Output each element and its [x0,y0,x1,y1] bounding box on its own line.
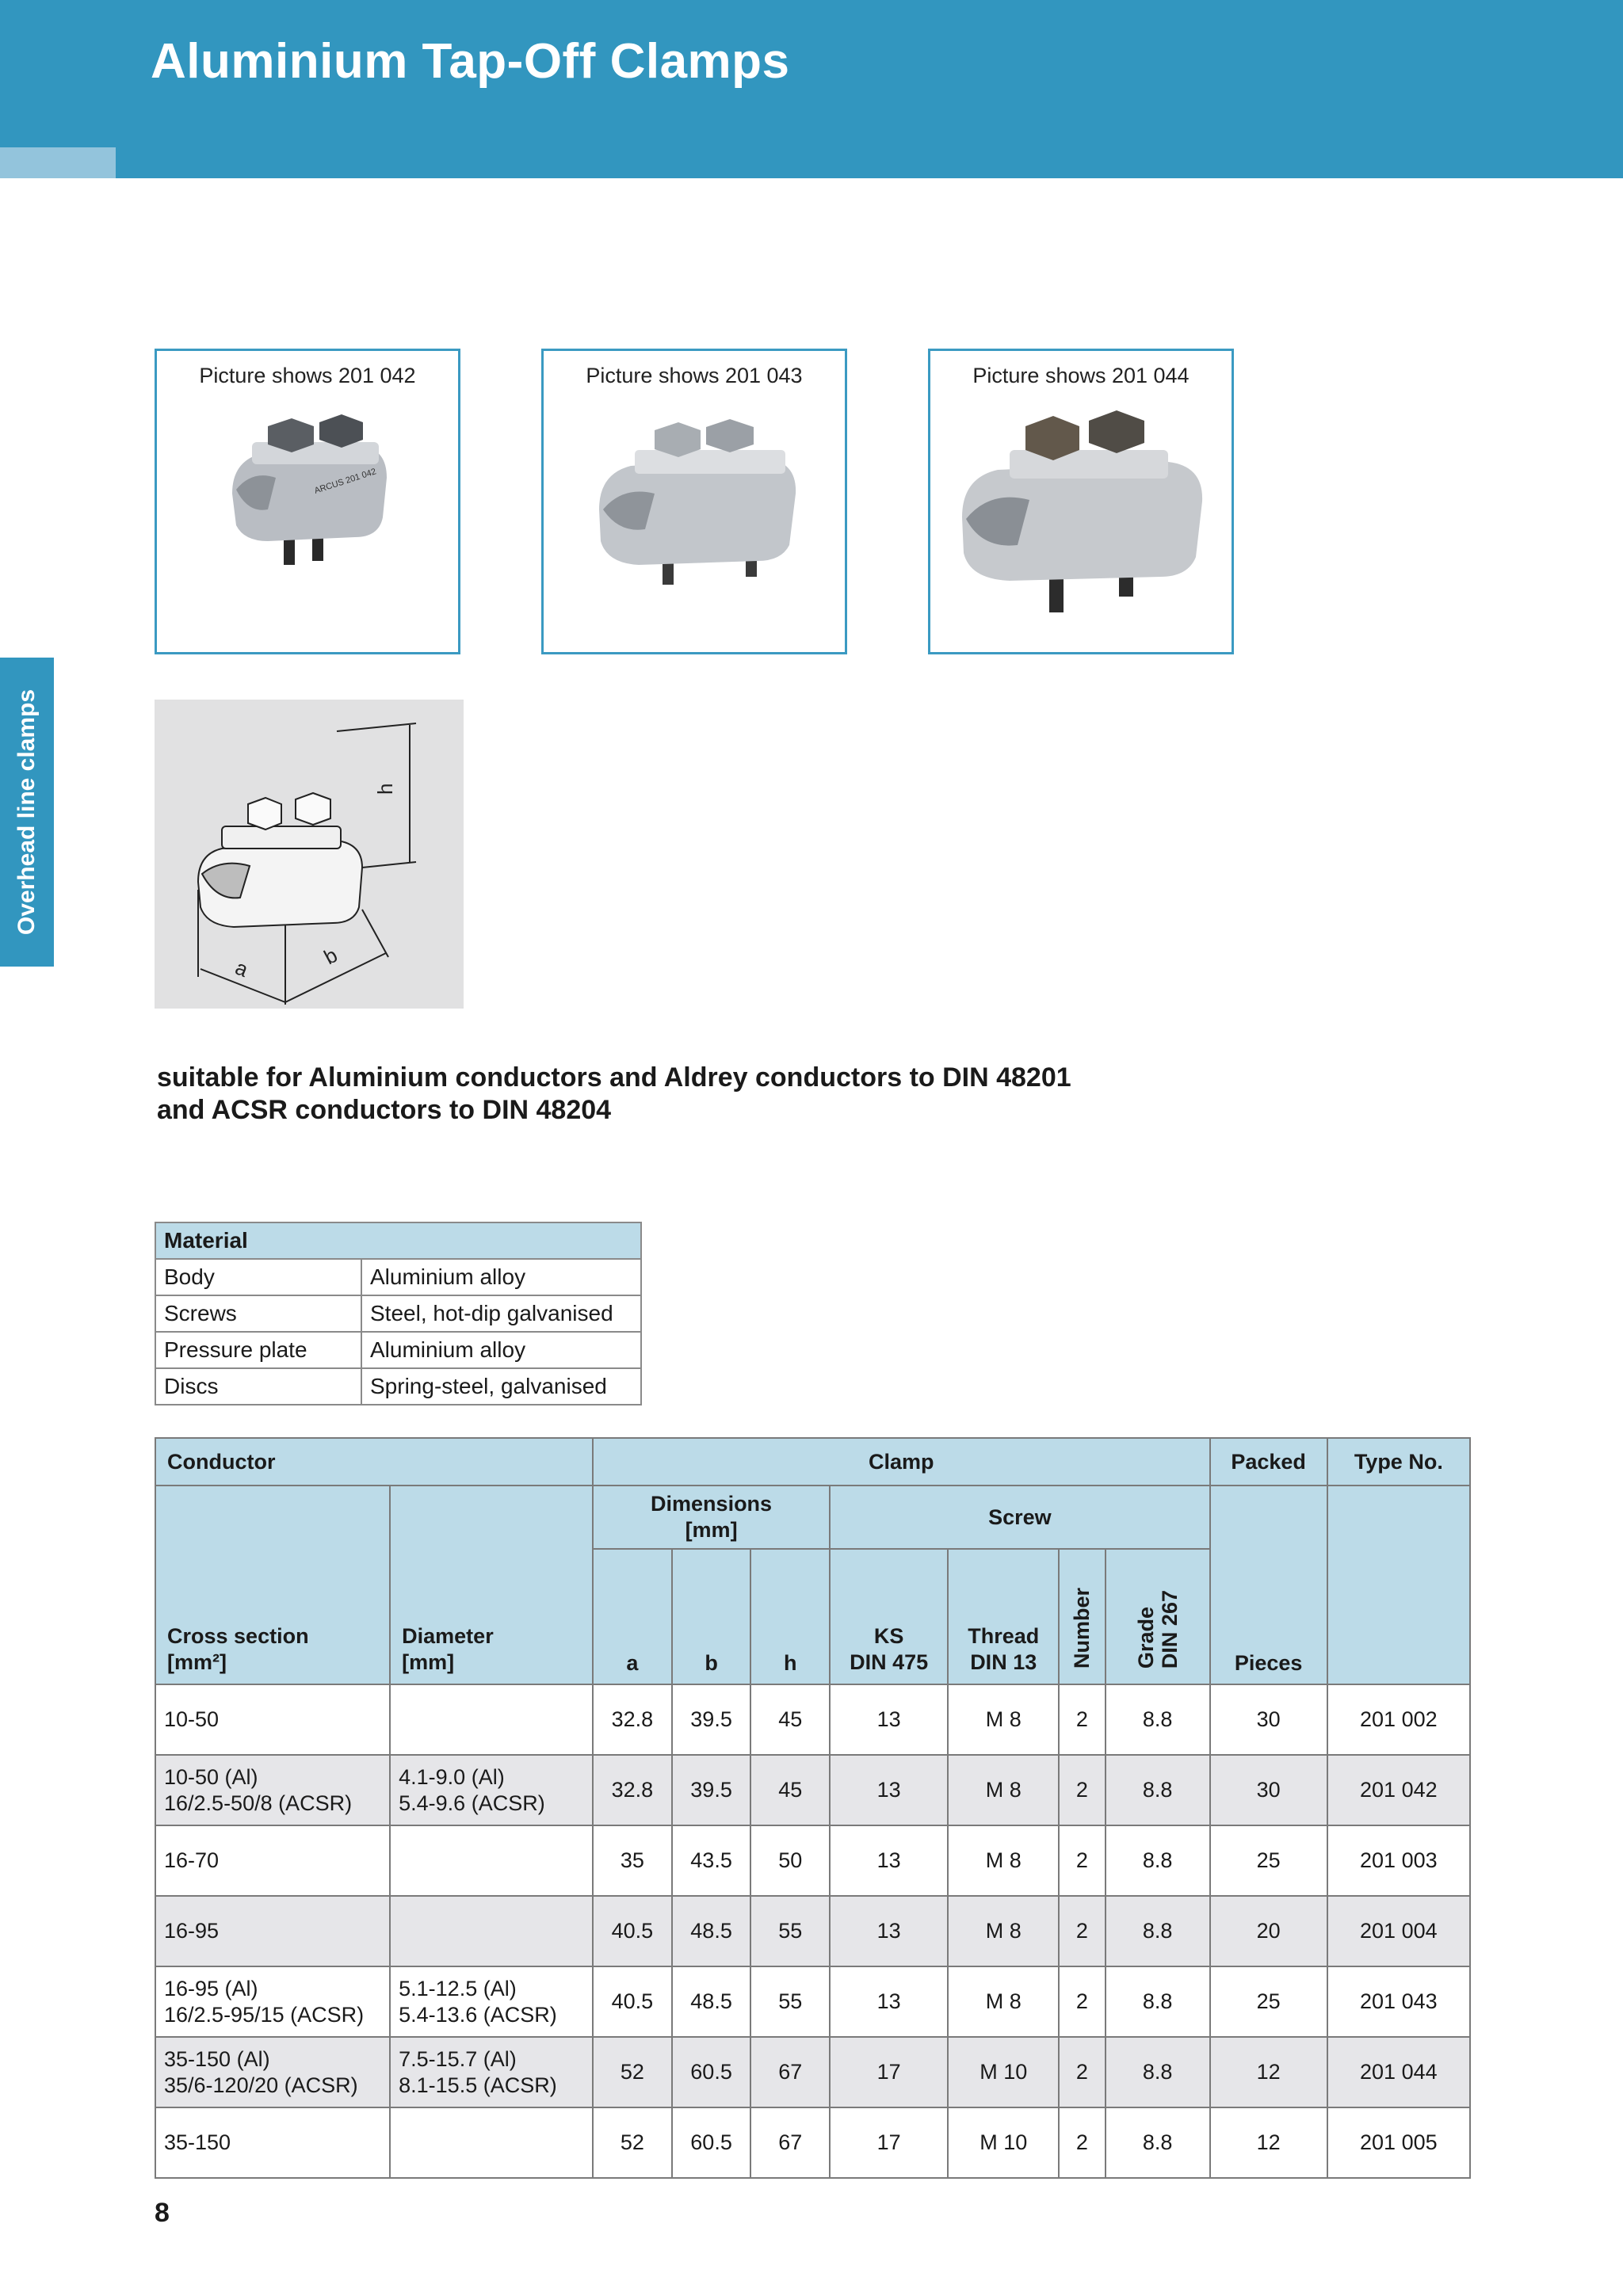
cell-ks: 13 [830,1684,948,1755]
material-part: Pressure plate [155,1332,361,1368]
cell-cross-section: 16-95 (Al) 16/2.5-95/15 (ACSR) [155,1966,390,2037]
cell-cross-section: 35-150 (Al) 35/6-120/20 (ACSR) [155,2037,390,2107]
cell-type-no: 201 005 [1327,2107,1470,2178]
dimension-label-a: a [231,955,252,982]
cell-ks: 17 [830,2107,948,2178]
product-description [157,1062,1346,1127]
material-header: Material [155,1222,641,1259]
cell-a: 40.5 [593,1896,672,1966]
cell-thread: M 8 [948,1684,1059,1755]
cell-h: 45 [750,1755,830,1825]
cell-ks: 17 [830,2037,948,2107]
cell-ks: 13 [830,1896,948,1966]
cell-number: 2 [1059,2107,1105,2178]
specification-table [155,1437,1471,2179]
photo-caption: Picture shows 201 044 [972,364,1190,387]
description-line: and ACSR conductors to DIN 48204 [157,1095,612,1125]
cell-h: 67 [750,2037,830,2107]
product-photo-201-043 [541,349,847,654]
cell-diameter [390,1684,593,1755]
material-value: Aluminium alloy [361,1259,641,1295]
product-photo-201-044 [928,349,1234,654]
cell-number: 2 [1059,1966,1105,2037]
cell-h: 67 [750,2107,830,2178]
photo-caption: Picture shows 201 043 [586,364,803,387]
table-row [155,1684,1470,1755]
material-row [155,1259,641,1295]
cell-a: 32.8 [593,1684,672,1755]
clamp-photo-icon [157,351,458,652]
cell-grade: 8.8 [1106,1684,1210,1755]
cell-grade: 8.8 [1106,1966,1210,2037]
header-tab-accent [0,147,116,178]
cell-a: 52 [593,2107,672,2178]
cell-pieces: 25 [1210,1966,1327,2037]
cell-grade: 8.8 [1106,2107,1210,2178]
table-row [155,2037,1470,2107]
header-screw: Screw [830,1486,1209,1549]
header-grade: Grade DIN 267 [1133,1589,1182,1669]
cell-type-no: 201 004 [1327,1896,1470,1966]
header-clamp: Clamp [593,1438,1210,1486]
page-number: 8 [155,2198,170,2228]
cell-cross-section: 10-50 [155,1684,390,1755]
material-value: Steel, hot-dip galvanised [361,1295,641,1332]
cell-a: 40.5 [593,1966,672,2037]
cell-a: 32.8 [593,1755,672,1825]
cell-h: 55 [750,1966,830,2037]
dimension-diagram [155,700,464,1009]
cell-thread: M 8 [948,1896,1059,1966]
cell-thread: M 10 [948,2107,1059,2178]
cell-diameter [390,2107,593,2178]
cell-b: 43.5 [672,1825,751,1896]
cell-h: 45 [750,1684,830,1755]
header-type-no: Type No. [1327,1438,1470,1486]
cell-number: 2 [1059,1684,1105,1755]
header-type-empty [1327,1486,1470,1684]
clamp-photo-icon [544,351,845,652]
dimension-drawing-icon [155,700,464,1009]
cell-diameter: 7.5-15.7 (Al) 8.1-15.5 (ACSR) [390,2037,593,2107]
cell-grade: 8.8 [1106,1825,1210,1896]
cell-b: 60.5 [672,2107,751,2178]
cell-diameter [390,1896,593,1966]
cell-type-no: 201 044 [1327,2037,1470,2107]
header-packed: Packed [1210,1438,1327,1486]
dimension-label-h: h [373,783,397,795]
cell-thread: M 10 [948,2037,1059,2107]
cell-number: 2 [1059,2037,1105,2107]
cell-number: 2 [1059,1755,1105,1825]
cell-a: 35 [593,1825,672,1896]
cell-pieces: 25 [1210,1825,1327,1896]
cell-h: 50 [750,1825,830,1896]
header-b: b [672,1549,751,1684]
cell-pieces: 12 [1210,2037,1327,2107]
cell-a: 52 [593,2037,672,2107]
photo-caption: Picture shows 201 042 [199,364,416,387]
table-row [155,1966,1470,2037]
header-number-cell [1059,1549,1105,1684]
cell-thread: M 8 [948,1966,1059,2037]
svg-text:ARCUS 201 042: ARCUS 201 042 [313,467,378,496]
cell-grade: 8.8 [1106,2037,1210,2107]
cell-ks: 13 [830,1966,948,2037]
cell-pieces: 20 [1210,1896,1327,1966]
cell-type-no: 201 043 [1327,1966,1470,2037]
material-part: Discs [155,1368,361,1405]
side-tab-label: Overhead line clamps [13,688,40,936]
header-dimensions: Dimensions [mm] [593,1486,830,1549]
table-row [155,1896,1470,1966]
header-diameter: Diameter [mm] [390,1486,593,1684]
material-part: Screws [155,1295,361,1332]
clamp-photo-icon [930,351,1232,652]
cell-b: 48.5 [672,1896,751,1966]
material-table [155,1222,642,1405]
material-value: Spring-steel, galvanised [361,1368,641,1405]
header-grade-cell [1106,1549,1210,1684]
cell-ks: 13 [830,1755,948,1825]
cell-type-no: 201 042 [1327,1755,1470,1825]
cell-h: 55 [750,1896,830,1966]
side-section-tab [0,658,54,967]
cell-type-no: 201 003 [1327,1825,1470,1896]
cell-grade: 8.8 [1106,1755,1210,1825]
material-row [155,1368,641,1405]
cell-ks: 13 [830,1825,948,1896]
cell-cross-section: 35-150 [155,2107,390,2178]
header-conductor: Conductor [155,1438,593,1486]
cell-diameter: 4.1-9.0 (Al) 5.4-9.6 (ACSR) [390,1755,593,1825]
header-ks: KS DIN 475 [830,1549,948,1684]
cell-cross-section: 16-95 [155,1896,390,1966]
header-h: h [750,1549,830,1684]
material-row [155,1295,641,1332]
page-title: Aluminium Tap-Off Clamps [151,34,790,89]
cell-type-no: 201 002 [1327,1684,1470,1755]
cell-cross-section: 10-50 (Al) 16/2.5-50/8 (ACSR) [155,1755,390,1825]
header-pieces: Pieces [1210,1486,1327,1684]
table-row [155,1755,1470,1825]
table-row [155,2107,1470,2178]
header-thread: Thread DIN 13 [948,1549,1059,1684]
cell-thread: M 8 [948,1825,1059,1896]
header-a: a [593,1549,672,1684]
cell-b: 60.5 [672,2037,751,2107]
cell-b: 39.5 [672,1684,751,1755]
material-value: Aluminium alloy [361,1332,641,1368]
cell-thread: M 8 [948,1755,1059,1825]
cell-number: 2 [1059,1896,1105,1966]
description-line: suitable for Aluminium conductors and Aldrey conductors to DIN 48201 [157,1062,1071,1093]
material-row [155,1332,641,1368]
cell-b: 39.5 [672,1755,751,1825]
cell-diameter [390,1825,593,1896]
cell-pieces: 12 [1210,2107,1327,2178]
header-cross-section: Cross section [mm²] [155,1486,390,1684]
cell-number: 2 [1059,1825,1105,1896]
header-number: Number [1070,1587,1094,1669]
material-part: Body [155,1259,361,1295]
cell-cross-section: 16-70 [155,1825,390,1896]
cell-diameter: 5.1-12.5 (Al) 5.4-13.6 (ACSR) [390,1966,593,2037]
cell-pieces: 30 [1210,1684,1327,1755]
dimension-label-b: b [319,943,342,970]
cell-grade: 8.8 [1106,1896,1210,1966]
cell-pieces: 30 [1210,1755,1327,1825]
table-row [155,1825,1470,1896]
cell-b: 48.5 [672,1966,751,2037]
product-photo-201-042 [155,349,460,654]
